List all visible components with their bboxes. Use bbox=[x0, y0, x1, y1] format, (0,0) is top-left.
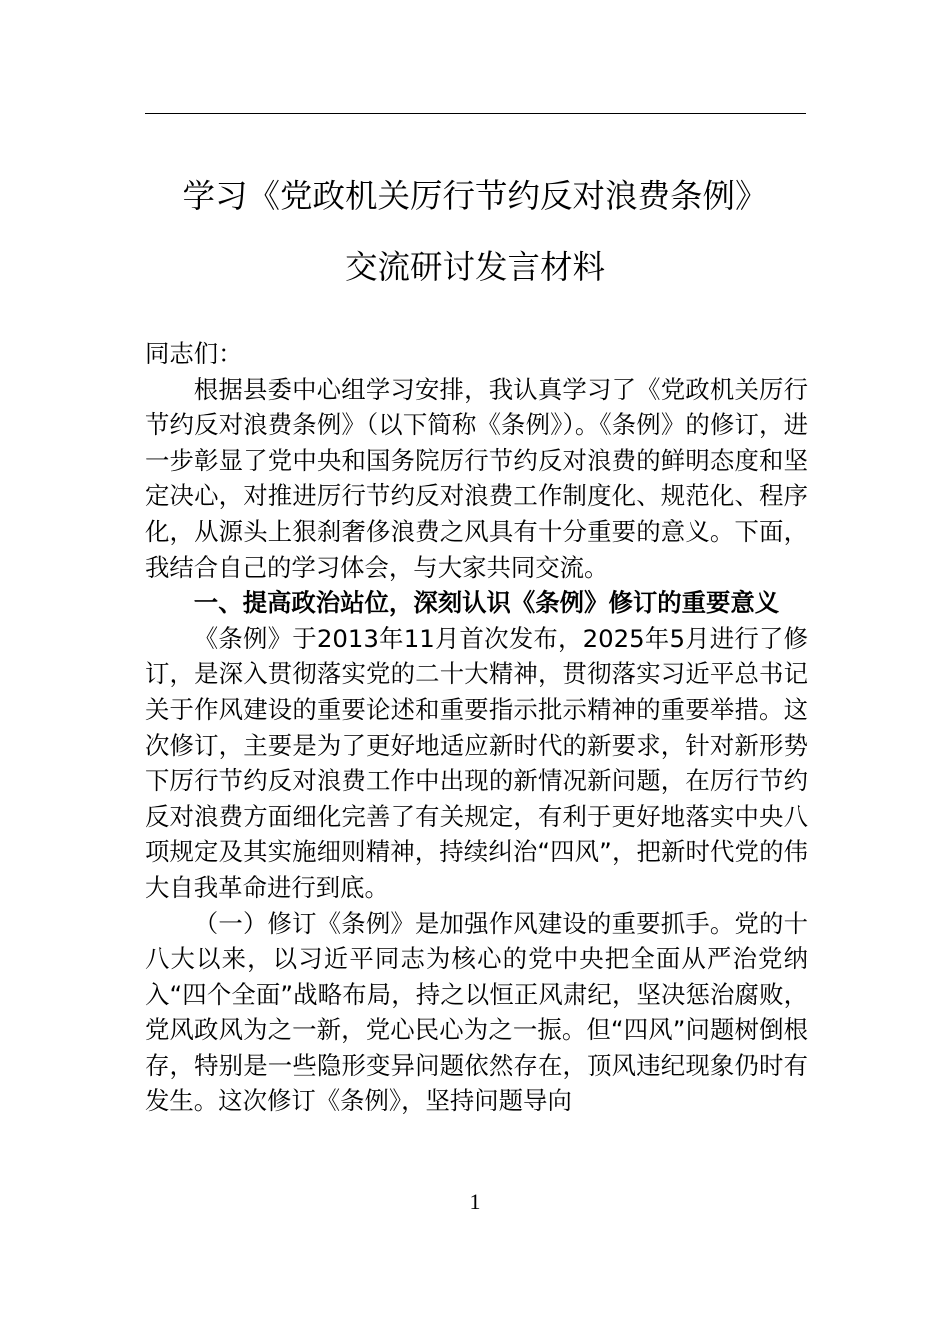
subsection-1-paragraph: （一）修订《条例》是加强作风建设的重要抓手。党的十八大以来，以习近平同志为核心的党中央把全面从严治党纳入“四个全面”战略布局，持之以恒正风肃纪，坚决惩治腐败，党风政风为之一新，党心民心为之一振。但“四风”问题树倒根存，特别是一些隐形变异问题依然存在，顶风违纪现象仍时有发生。这次修订《条例》，坚持问题导向 bbox=[145, 908, 808, 1116]
header-rule bbox=[145, 113, 806, 114]
salutation: 同志们： bbox=[145, 339, 243, 368]
intro-paragraph: 根据县委中心组学习安排，我认真学习了《党政机关厉行节约反对浪费条例》（以下简称《条例》）。《条例》的修订，进一步彰显了党中央和国务院厉行节约反对浪费的鲜明态度和坚定决心，对推进厉行节约反对浪费工作制度化、规范化、程序化，从源头上狠刹奢侈浪费之风具有十分重要的意义。下面，我结合自己的学习体会，与大家共同交流。 bbox=[145, 374, 808, 582]
document-title-line-1: 学习《党政机关厉行节约反对浪费条例》 bbox=[182, 177, 768, 215]
document-body bbox=[145, 336, 808, 1119]
document-title-line-2: 交流研讨发言材料 bbox=[344, 248, 605, 286]
section-heading-1: 一、提高政治站位，深刻认识《条例》修订的重要意义 bbox=[193, 588, 780, 618]
page-number: 1 bbox=[469, 1189, 481, 1214]
section-1-paragraph: 《条例》于2013年11月首次发布，2025年5月进行了修订，是深入贯彻落实党的二十大精神，贯彻落实习近平总书记关于作风建设的重要论述和重要指示批示精神的重要举措。这次修订，主要是为了更好地适应新时代的新要求，针对新形势下厉行节约反对浪费工作中出现的新情况新问题，在厉行节约反对浪费方面细化完善了有关规定，有利于更好地落实中央八项规定及其实施细则精神，持续纠治“四风”，把新时代党的伟大自我革命进行到底。 bbox=[145, 623, 808, 902]
